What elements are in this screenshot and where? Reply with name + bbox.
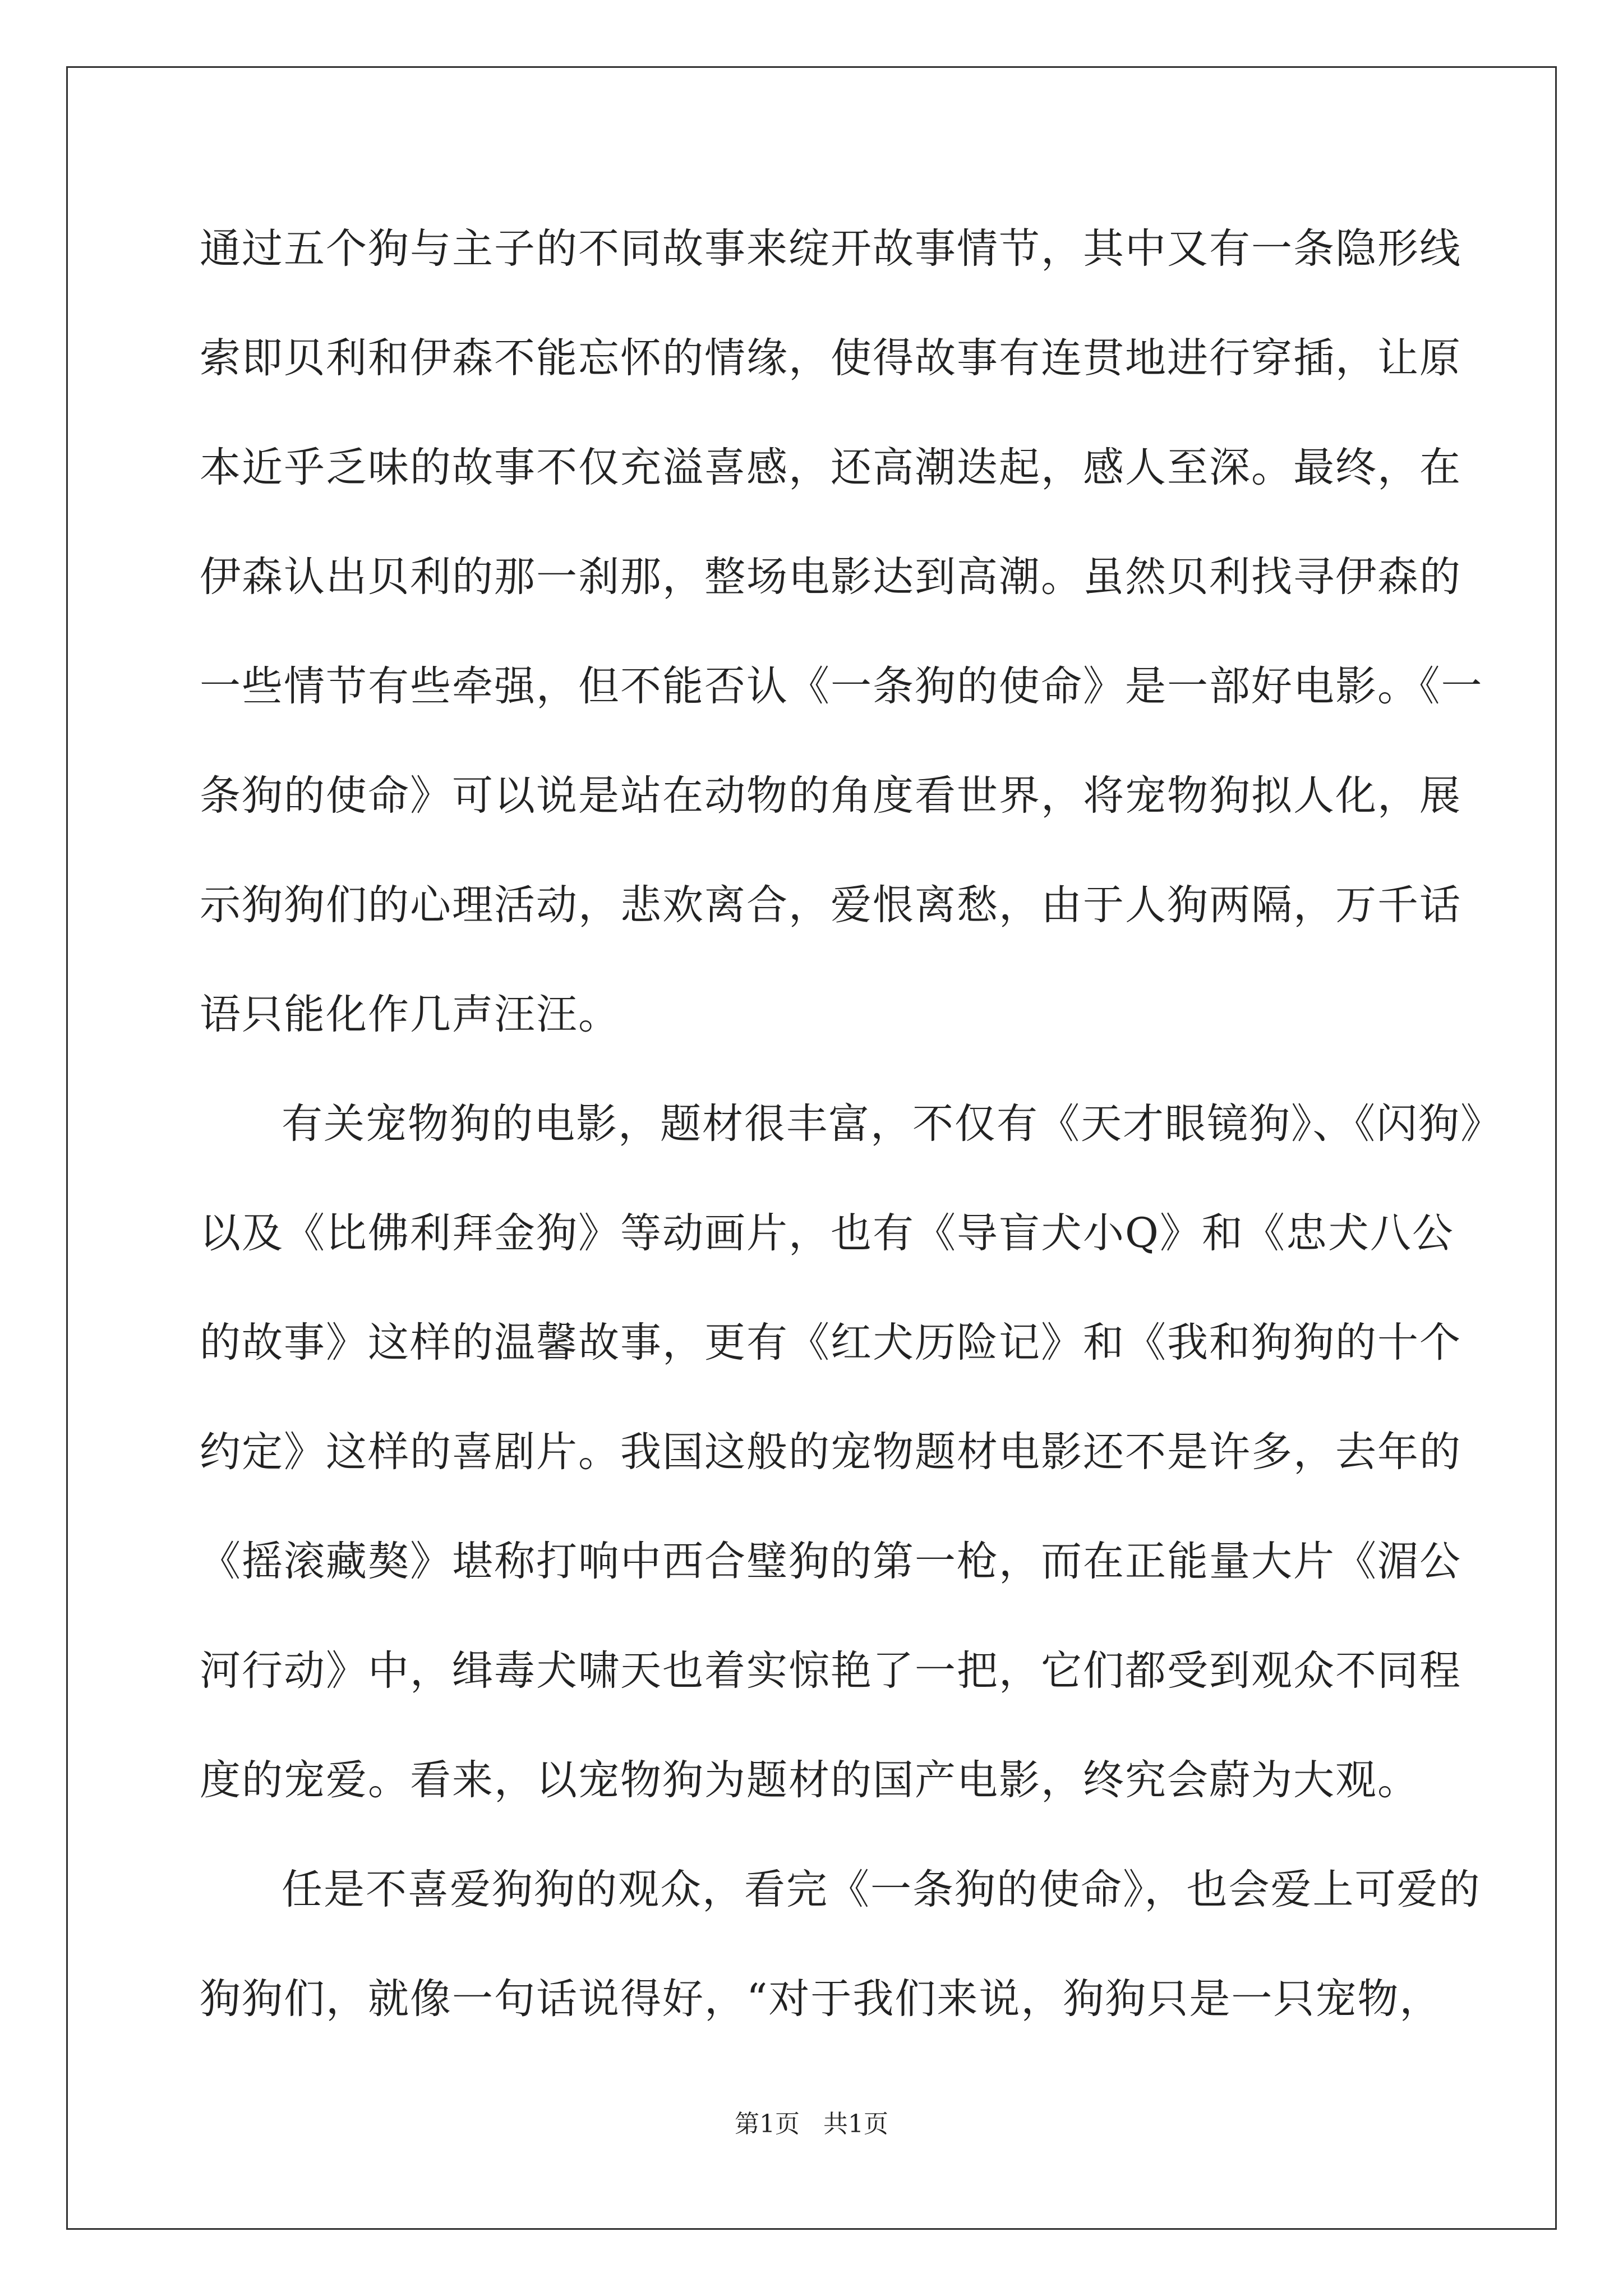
body-line: 条狗的使命》可以说是站在动物的角度看世界，将宠物狗拟人化，展 — [200, 772, 1461, 820]
body-line: 一些情节有些牵强，但不能否认《一条狗的使命》是一部好电影。《一 — [200, 662, 1483, 710]
body-line: 伊森认出贝利的那一刹那，整场电影达到高潮。虽然贝利找寻伊森的 — [200, 553, 1461, 601]
body-line: 《摇滚藏獒》堪称打响中西合璧狗的第一枪，而在正能量大片《湄公 — [200, 1538, 1461, 1585]
body-line: 度的宠爱。看来，以宠物狗为题材的国产电影，终究会蔚为大观。 — [200, 1756, 1419, 1804]
page-footer — [0, 2104, 1623, 2139]
page-total: 共1页 — [823, 2110, 888, 2138]
body-line: 示狗狗们的心理活动，悲欢离合，爱恨离愁，由于人狗两隔，万千话 — [200, 881, 1461, 929]
body-line: 通过五个狗与主子的不同故事来绽开故事情节，其中又有一条隐形线 — [200, 225, 1461, 273]
body-line: 本近乎乏味的故事不仅充溢喜感，还高潮迭起，感人至深。最终，在 — [200, 444, 1461, 491]
body-line: 以及《比佛利拜金狗》等动画片，也有《导盲犬小Q》和《忠犬八公 — [200, 1209, 1454, 1257]
body-line: 有关宠物狗的电影，题材很丰富，不仅有《天才眼镜狗》、《闪狗》 — [282, 1100, 1502, 1148]
body-line: 语只能化作几声汪汪。 — [200, 991, 620, 1038]
body-line: 狗狗们，就像一句话说得好，“对于我们来说，狗狗只是一只宠物， — [200, 1975, 1442, 2023]
body-line: 索即贝利和伊森不能忘怀的情缘，使得故事有连贯地进行穿插，让原 — [200, 334, 1461, 382]
body-line: 任是不喜爱狗狗的观众，看完《一条狗的使命》，也会爱上可爱的 — [282, 1866, 1481, 1913]
page-number: 第1页 — [735, 2110, 800, 2138]
body-line: 的故事》这样的温馨故事，更有《红犬历险记》和《我和狗狗的十个 — [200, 1319, 1461, 1366]
body-line: 河行动》中，缉毒犬啸天也着实惊艳了一把，它们都受到观众不同程 — [200, 1647, 1461, 1695]
body-line: 约定》这样的喜剧片。我国这般的宠物题材电影还不是许多，去年的 — [200, 1428, 1461, 1476]
